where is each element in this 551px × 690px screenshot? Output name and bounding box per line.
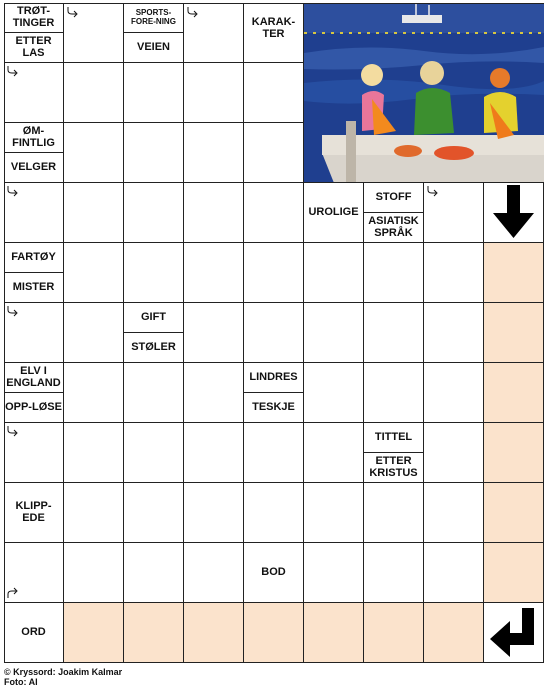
answer-cell[interactable] — [64, 543, 124, 603]
answer-cell[interactable] — [184, 483, 244, 543]
answer-cell[interactable] — [424, 243, 484, 303]
answer-cell[interactable] — [64, 423, 124, 483]
clue-lindres: LINDRES — [244, 363, 304, 393]
answer-cell[interactable] — [64, 243, 124, 303]
answer-cell[interactable] — [4, 423, 64, 483]
answer-cell[interactable] — [424, 363, 484, 423]
answer-cell[interactable] — [4, 543, 64, 603]
answer-cell[interactable] — [4, 183, 64, 243]
clue-velger: VELGER — [4, 153, 64, 183]
answer-cell[interactable] — [424, 423, 484, 483]
answer-cell[interactable] — [64, 63, 124, 123]
clue-etter-kristus: ETTER KRISTUS — [364, 453, 424, 483]
solution-cell[interactable] — [184, 603, 244, 663]
clue-teskje: TESKJE — [244, 393, 304, 423]
answer-cell[interactable] — [304, 483, 364, 543]
clue-elv-i-england: ELV I ENGLAND — [4, 363, 64, 393]
answer-cell[interactable] — [124, 423, 184, 483]
answer-cell[interactable] — [424, 543, 484, 603]
answer-cell[interactable] — [124, 123, 184, 183]
answer-cell[interactable] — [184, 303, 244, 363]
answer-cell[interactable] — [364, 543, 424, 603]
clue-etter-las: ETTER LAS — [4, 33, 64, 63]
answer-cell[interactable] — [64, 363, 124, 423]
solution-cell[interactable] — [484, 423, 544, 483]
answer-cell[interactable] — [184, 243, 244, 303]
answer-cell[interactable] — [304, 363, 364, 423]
answer-cell[interactable] — [244, 483, 304, 543]
answer-cell[interactable] — [364, 303, 424, 363]
answer-cell[interactable] — [124, 483, 184, 543]
clue-stoler: STØLER — [124, 333, 184, 363]
answer-cell[interactable] — [64, 483, 124, 543]
answer-cell[interactable] — [64, 123, 124, 183]
clue-klippede: KLIPP-EDE — [4, 483, 64, 543]
solution-cell[interactable] — [484, 303, 544, 363]
clue-opplose: OPP-LØSE — [4, 393, 64, 423]
answer-cell[interactable] — [424, 483, 484, 543]
crossword-grid — [4, 3, 544, 663]
solution-cell[interactable] — [124, 603, 184, 663]
answer-cell[interactable] — [364, 483, 424, 543]
answer-cell[interactable] — [124, 183, 184, 243]
credit-crossword: © Kryssord: Joakim Kalmar — [4, 667, 123, 677]
solution-cell[interactable] — [484, 483, 544, 543]
clue-mister: MISTER — [4, 273, 64, 303]
clue-karakter: KARAK-TER — [244, 3, 304, 63]
solution-cell[interactable] — [484, 243, 544, 303]
answer-cell[interactable] — [184, 63, 244, 123]
clue-sportsforening: SPORTS-FORE-NING — [124, 3, 184, 33]
answer-cell[interactable] — [184, 123, 244, 183]
answer-cell[interactable] — [124, 243, 184, 303]
answer-cell[interactable] — [304, 423, 364, 483]
clue-urolige: UROLIGE — [304, 183, 364, 243]
answer-cell[interactable] — [424, 303, 484, 363]
solution-cell[interactable] — [244, 603, 304, 663]
clue-trottinger: TRØT-TINGER — [4, 3, 64, 33]
answer-cell[interactable] — [244, 183, 304, 243]
answer-cell[interactable] — [304, 303, 364, 363]
answer-cell[interactable] — [364, 243, 424, 303]
crossword-photo — [304, 3, 544, 183]
answer-cell[interactable] — [364, 363, 424, 423]
answer-cell[interactable] — [244, 423, 304, 483]
clue-omfintlig: ØM-FINTLIG — [4, 123, 64, 153]
return-arrow-cell — [484, 603, 544, 663]
answer-cell[interactable] — [124, 63, 184, 123]
solution-cell[interactable] — [364, 603, 424, 663]
answer-cell[interactable] — [304, 243, 364, 303]
answer-cell[interactable] — [424, 183, 484, 243]
clue-bod: BOD — [244, 543, 304, 603]
solution-cell[interactable] — [484, 543, 544, 603]
solution-cell[interactable] — [484, 363, 544, 423]
solution-cell[interactable] — [64, 603, 124, 663]
answer-cell[interactable] — [184, 363, 244, 423]
solution-cell[interactable] — [424, 603, 484, 663]
down-arrow-cell — [484, 183, 544, 243]
clue-gift: GIFT — [124, 303, 184, 333]
answer-cell[interactable] — [4, 303, 64, 363]
answer-cell[interactable] — [184, 3, 244, 63]
answer-cell[interactable] — [64, 183, 124, 243]
answer-cell[interactable] — [184, 183, 244, 243]
answer-cell[interactable] — [184, 543, 244, 603]
answer-cell[interactable] — [244, 63, 304, 123]
clue-fartoy: FARTØY — [4, 243, 64, 273]
arrow-down-icon — [484, 183, 543, 242]
clue-tittel: TITTEL — [364, 423, 424, 453]
answer-cell[interactable] — [244, 243, 304, 303]
clue-asiatisk-sprak: ASIATISK SPRÅK — [364, 213, 424, 243]
clue-veien: VEIEN — [124, 33, 184, 63]
answer-cell[interactable] — [304, 543, 364, 603]
arrow-return-icon — [484, 603, 543, 662]
answer-cell[interactable] — [244, 303, 304, 363]
answer-cell[interactable] — [124, 543, 184, 603]
answer-cell[interactable] — [4, 63, 64, 123]
answer-cell[interactable] — [64, 3, 124, 63]
answer-cell[interactable] — [244, 123, 304, 183]
answer-cell[interactable] — [124, 363, 184, 423]
solution-cell[interactable] — [304, 603, 364, 663]
answer-cell[interactable] — [184, 423, 244, 483]
clue-ord: ORD — [4, 603, 64, 663]
answer-cell[interactable] — [64, 303, 124, 363]
credit-photo: Foto: AI — [4, 677, 38, 687]
clue-stoff: STOFF — [364, 183, 424, 213]
